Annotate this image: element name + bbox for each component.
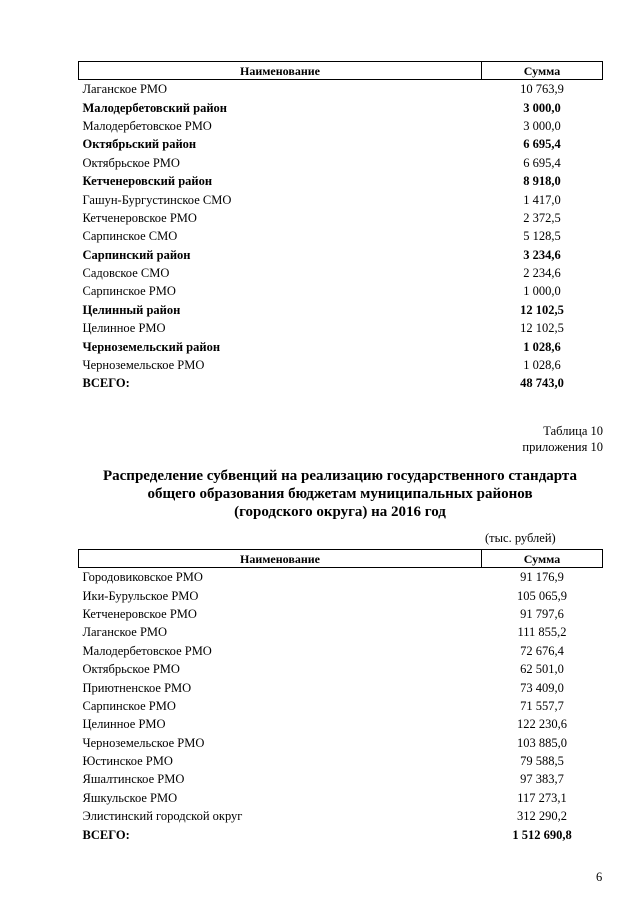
row-name-cell: Гашун-Бургустинское СМО: [82, 192, 232, 207]
table-row: [79, 568, 603, 587]
row-sum-cell: 6 695,4: [523, 155, 561, 170]
row-sum-cell: 12 102,5: [520, 302, 564, 317]
table-row: [79, 807, 603, 825]
page-number: 6: [596, 870, 603, 884]
table-row: [79, 789, 603, 807]
row-sum-cell: 79 588,5: [520, 754, 564, 769]
row-name-cell: Кетченеровский район: [82, 174, 213, 189]
row-name-cell: Целинное РМО: [82, 717, 166, 732]
table-row: [79, 301, 603, 319]
table-row: [79, 678, 603, 696]
row-name-cell: Малодербетовское РМО: [82, 118, 212, 133]
table-row: [79, 246, 603, 264]
row-sum-cell: 122 230,6: [517, 717, 567, 732]
distribution-table-1: [78, 61, 603, 393]
row-sum-cell: 62 501,0: [520, 662, 564, 677]
row-sum-cell: 1 028,6: [523, 358, 561, 373]
table-header-row: [79, 62, 603, 80]
row-name-cell: Лаганское РМО: [82, 625, 168, 640]
table-row: [79, 80, 603, 99]
section-title-line-3: (городского округа) на 2016 год: [234, 504, 446, 520]
table-row: [79, 98, 603, 116]
table-row: [79, 715, 603, 733]
table-row: [79, 209, 603, 227]
section-title-line-1: Распределение субвенций на реализацию государственного стандарта: [102, 468, 577, 484]
row-sum-cell: 103 885,0: [517, 735, 567, 750]
table-row: [79, 356, 603, 374]
row-name-cell: Элистинский городской округ: [82, 809, 243, 824]
distribution-table-2: [78, 549, 603, 844]
row-sum-cell: 6 695,4: [523, 137, 561, 152]
row-sum-cell: 5 128,5: [523, 229, 561, 244]
table-2-body: [79, 568, 603, 844]
table-row: [79, 374, 603, 392]
table-row: [79, 135, 603, 153]
table-row: [79, 190, 603, 208]
table-row: [79, 282, 603, 300]
row-sum-cell: 97 383,7: [520, 772, 564, 787]
row-sum-cell: 1 417,0: [523, 192, 561, 207]
table-row: [79, 337, 603, 355]
row-name-cell: Кетченеровское РМО: [82, 606, 197, 621]
row-sum-cell: 1 028,6: [523, 339, 561, 354]
row-name-cell: Малодербетовский район: [82, 100, 227, 115]
row-name-cell: Сарпинский район: [82, 247, 191, 262]
row-name-cell: Приютненское РМО: [82, 680, 192, 695]
row-name-cell: Целинное РМО: [82, 321, 166, 336]
row-sum-cell: 312 290,2: [517, 809, 567, 824]
row-sum-cell: 12 102,5: [520, 321, 564, 336]
section-title-line-2: общего образования бюджетам муниципальных районов: [147, 486, 533, 502]
row-name-cell: Октябрьский район: [82, 137, 197, 152]
table-row: [79, 697, 603, 715]
row-name-cell: Октябрьское РМО: [82, 155, 180, 170]
table-row: [79, 660, 603, 678]
appendix-label: приложения 10: [522, 440, 603, 454]
column-header-sum: Сумма: [482, 62, 603, 80]
row-name-cell: Сарпинское РМО: [82, 698, 176, 713]
table-row: [79, 172, 603, 190]
table-row: [79, 586, 603, 604]
row-name-cell: Малодербетовское РМО: [82, 643, 212, 658]
row-name-cell: Сарпинское РМО: [82, 284, 176, 299]
table-row: [79, 623, 603, 641]
row-sum-cell: 117 273,1: [517, 790, 567, 805]
row-name-cell: Садовское СМО: [82, 266, 170, 281]
table-row: [79, 642, 603, 660]
row-name-cell: Черноземельский район: [82, 339, 221, 354]
table-row: [79, 319, 603, 337]
row-name-cell: Кетченеровское РМО: [82, 210, 197, 225]
row-name-cell: Городовиковское РМО: [82, 570, 203, 585]
row-sum-cell: 73 409,0: [520, 680, 564, 695]
table-number-label: Таблица 10: [543, 424, 603, 438]
row-sum-cell: 91 176,9: [520, 570, 564, 585]
row-name-cell: Яшкульское РМО: [82, 790, 178, 805]
table-row: [79, 227, 603, 245]
row-name-cell: Яшалтинское РМО: [82, 772, 185, 787]
row-sum-cell: 10 763,9: [520, 82, 564, 97]
column-header-name: Наименование: [79, 550, 482, 568]
table-row: [79, 264, 603, 282]
row-sum-cell: 2 234,6: [523, 266, 561, 281]
table-header-row: [79, 550, 603, 568]
table-row: [79, 734, 603, 752]
row-name-cell: Сарпинское СМО: [82, 229, 178, 244]
row-sum-cell: 48 743,0: [520, 376, 564, 391]
row-sum-cell: 2 372,5: [523, 210, 561, 225]
row-name-cell: Лаганское РМО: [82, 82, 168, 97]
row-sum-cell: 3 234,6: [523, 247, 561, 262]
row-name-cell: Черноземельское РМО: [82, 735, 205, 750]
table-row: [79, 605, 603, 623]
row-sum-cell: 1 000,0: [523, 284, 561, 299]
row-name-cell: Юстинское РМО: [82, 754, 173, 769]
row-sum-cell: 72 676,4: [520, 643, 564, 658]
row-name-cell: Целинный район: [82, 302, 181, 317]
row-sum-cell: 71 557,7: [520, 698, 564, 713]
column-header-sum: Сумма: [482, 550, 603, 568]
row-name-cell: Черноземельское РМО: [82, 358, 205, 373]
column-header-name: Наименование: [79, 62, 482, 80]
row-sum-cell: 3 000,0: [523, 100, 561, 115]
table-row: [79, 752, 603, 770]
table-row: [79, 825, 603, 843]
row-sum-cell: 3 000,0: [523, 118, 561, 133]
row-sum-cell: 1 512 690,8: [512, 827, 572, 842]
table-row: [79, 154, 603, 172]
row-name-cell: ВСЕГО:: [82, 827, 130, 842]
row-sum-cell: 8 918,0: [523, 174, 561, 189]
row-name-cell: ВСЕГО:: [82, 376, 130, 391]
table-row: [79, 770, 603, 788]
row-name-cell: Октябрьское РМО: [82, 662, 180, 677]
units-label: (тыс. рублей): [485, 531, 556, 545]
table-row: [79, 117, 603, 135]
row-name-cell: Ики-Бурульское РМО: [82, 588, 199, 603]
row-sum-cell: 111 855,2: [517, 625, 567, 640]
row-sum-cell: 91 797,6: [520, 606, 564, 621]
table-1-body: [79, 80, 603, 393]
row-sum-cell: 105 065,9: [517, 588, 567, 603]
